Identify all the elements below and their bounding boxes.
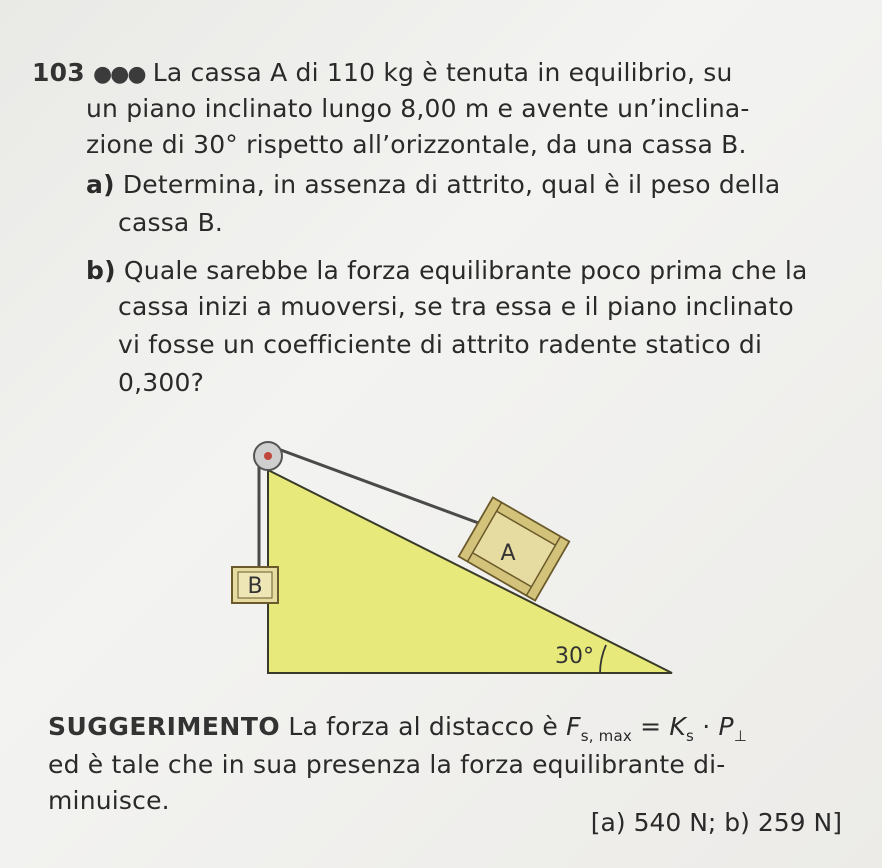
formula-dot: · [694,712,719,741]
hint-label: SUGGERIMENTO [48,712,281,741]
formula-K: K [669,712,687,741]
formula-K-sub: s [686,727,695,745]
formula-F-sub: s, max [580,727,632,745]
answer: [a) 540 N; b) 259 N] [590,808,842,837]
part-a-line-2: cassa B. [118,208,224,237]
box-b-label: B [247,574,263,599]
hint-line-3: minuisce. [48,786,170,815]
part-b-text-1: Quale sarebbe la forza equilibrante poco prima che la [123,256,808,285]
problem-number: 103 [32,58,85,87]
problem-line-3: zione di 30° rispetto all’orizzontale, da una cassa B. [86,130,747,159]
part-b-label: b) [86,256,116,285]
part-b-line-4: 0,300? [118,368,205,397]
box-a-label: A [500,541,516,566]
part-b-line-2: cassa inizi a muoversi, se tra essa e il piano inclinato [118,292,794,321]
difficulty-dots: ●●● [92,62,145,87]
angle-label: 30° [555,644,594,669]
inclined-plane [268,470,672,673]
part-a-text-1: Determina, in assenza di attrito, qual è il peso della [122,170,781,199]
formula-F: F [566,712,581,741]
part-b-line-3: vi fosse un coefficiente di attrito radente statico di [118,330,763,359]
formula-P: P [718,712,734,741]
formula [566,712,748,745]
part-a-label: a) [86,170,115,199]
hint-line-2: ed è tale che in sua presenza la forza equilibrante di- [48,750,726,779]
hint-text-before: La forza al distacco è [288,712,558,741]
formula-eq: = [631,712,670,741]
problem-line-1: La cassa A di 110 kg è tenuta in equilibrio, su [152,58,733,87]
pulley-hub [264,452,272,460]
hint-line-1 [48,712,747,751]
formula-P-sub: ⊥ [733,727,748,745]
problem-line-2: un piano inclinato lungo 8,00 m e avente un’inclina- [86,94,750,123]
